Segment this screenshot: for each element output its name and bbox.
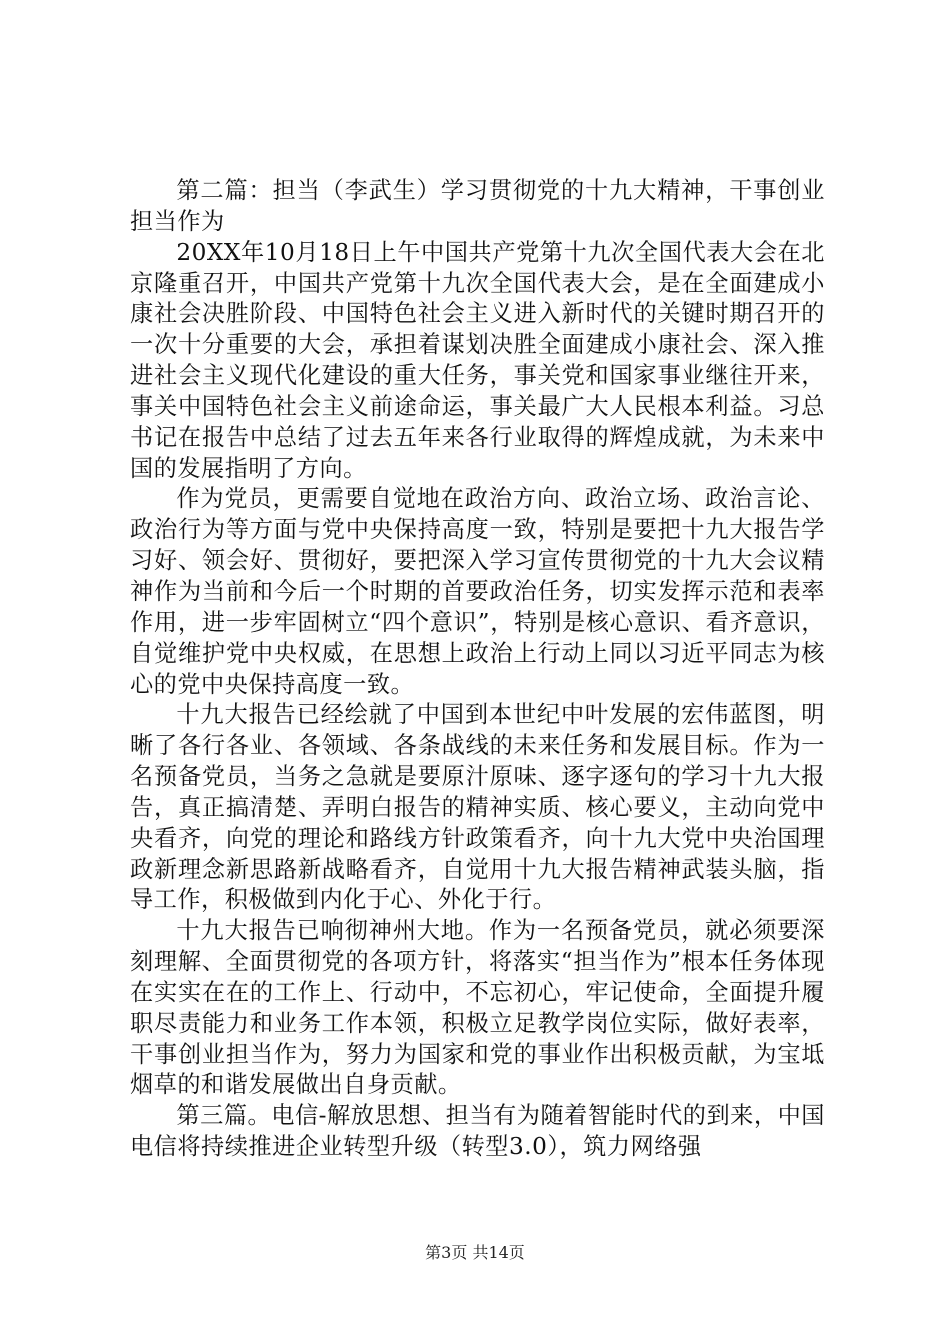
paragraph-section-three-start: 第三篇。电信-解放思想、担当有为随着智能时代的到来，中国电信将持续推进企业转型升级（转型3.0），筑力网络强 (130, 1102, 825, 1161)
document-body (130, 176, 825, 1163)
page-footer: 第3页 共14页 (425, 1243, 525, 1262)
paragraph-report-blueprint: 十九大报告已经绘就了中国到本世纪中叶发展的宏伟蓝图，明晰了各行各业、各领域、各条战线的未来任务和发展目标。作为一名预备党员，当务之急就是要原汁原味、逐字逐句的学习十九大报告，真正搞清楚、弄明白报告的精神实质、核心要义，主动向党中央看齐，向党的理论和路线方针政策看齐，向十九大党中央治国理政新理念新思路新战略看齐，自觉用十九大报告精神武装头脑，指导工作，积极做到内化于心、外化于行。 (130, 701, 825, 914)
paragraph-section-two-title: 第二篇：担当（李武生）学习贯彻党的十九大精神，干事创业担当作为 (130, 177, 825, 235)
paragraph-report-implementation: 十九大报告已响彻神州大地。作为一名预备党员，就必须要深刻理解、全面贯彻党的各项方针，将落实“担当作为”根本任务体现在实实在在的工作上、行动中，不忘初心，牢记使命，全面提升履职尽责能力和业务工作本领，积极立足教学岗位实际，做好表率，干事创业担当作为，努力为国家和党的事业作出积极贡献，为宝坻烟草的和谐发展做出自身贡献。 (130, 917, 825, 1099)
paragraph-congress-opening: 20XX年10月18日上午中国共产党第十九次全国代表大会在北京隆重召开，中国共产党第十九次全国代表大会，是在全面建成小康社会决胜阶段、中国特色社会主义进入新时代的关键时期召开的一次十分重要的大会，承担着谋划决胜全面建成小康社会、深入推进社会主义现代化建设的重大任务，事关党和国家事业继往开来，事关中国特色社会主义前途命运，事关最广大人民根本利益。习总书记在报告中总结了过去五年来各行业取得的辉煌成就，为未来中国的发展指明了方向。 (130, 238, 825, 482)
paragraph-party-member-duty: 作为党员，更需要自觉地在政治方向、政治立场、政治言论、政治行为等方面与党中央保持高度一致，特别是要把十九大报告学习好、领会好、贯彻好，要把深入学习宣传贯彻党的十九大会议精神作为当前和今后一个时期的首要政治任务，切实发挥示范和表率作用，进一步牢固树立“四个意识”，特别是核心意识、看齐意识，自觉维护党中央权威，在思想上政治上行动上同以习近平同志为核心的党中央保持高度一致。 (130, 485, 825, 698)
